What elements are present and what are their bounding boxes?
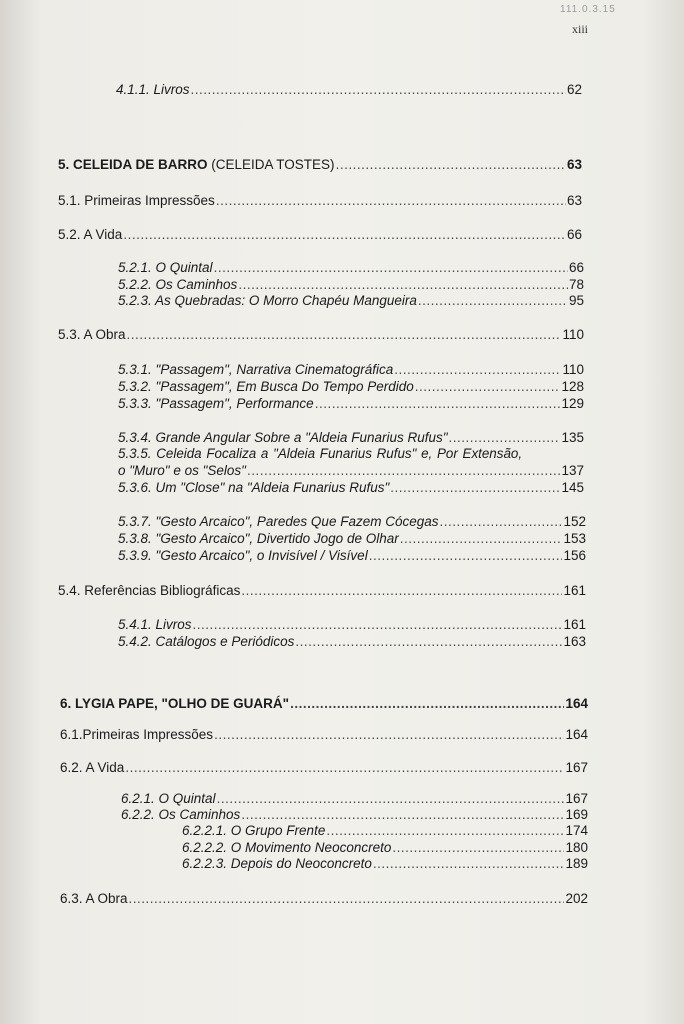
toc-entry-5-2-1: 5.2.1. O Quintal ..... 66 <box>118 260 584 276</box>
toc-entry-6-2: 6.2. A Vida ..... 167 <box>60 760 588 776</box>
toc-entry-5-3-4: 5.3.4. Grande Angular Sobre a "Aldeia Funarius Rufus" ..... 135 <box>118 430 584 446</box>
toc-entry-5-4-1: 5.4.1. Livros ..... 161 <box>118 617 586 633</box>
toc-entry-6: 6. LYGIA PAPE, "OLHO DE GUARÁ" ..... 164 <box>60 696 588 712</box>
toc-entry-4-1-1: 4.1.1. Livros ..... 62 <box>116 82 582 98</box>
chapter-title-rest: (CELEIDA TOSTES) <box>207 157 335 172</box>
toc-entry-5-3-7: 5.3.7. "Gesto Arcaico", Paredes Que Fazem Cócegas ..... 152 <box>118 514 586 530</box>
pencil-note: 111.0.3.15 <box>560 4 616 15</box>
toc-entry-5-2: 5.2. A Vida ..... 66 <box>58 227 582 243</box>
toc-entry-6-2-2-1: 6.2.2.1. O Grupo Frente ..... 174 <box>182 823 588 839</box>
toc-entry-5-2-2: 5.2.2. Os Caminhos ..... 78 <box>118 277 584 293</box>
toc-entry-6-2-1: 6.2.1. O Quintal ..... 167 <box>121 791 588 807</box>
toc-entry-5-3-5: o "Muro" e os "Selos" ..... 137 <box>118 463 584 479</box>
toc-entry-5-3-9: 5.3.9. "Gesto Arcaico", o Invisível / Visível ..... 156 <box>118 548 586 564</box>
toc-entry-6-2-2-2: 6.2.2.2. O Movimento Neoconcreto ..... 180 <box>182 840 588 856</box>
toc-entry-5-3-5-line1: 5.3.5. Celeida Focaliza a "Aldeia Funarius Rufus" e, Por Extensão, <box>118 446 523 461</box>
toc-entry-6-2-2-3: 6.2.2.3. Depois do Neoconcreto ..... 189 <box>182 856 588 872</box>
toc-entry-5-1: 5.1. Primeiras Impressões ..... 63 <box>58 193 582 209</box>
toc-entry-5-3-3: 5.3.3. "Passagem", Performance ..... 129 <box>118 396 584 412</box>
toc-entry-5-3-1: 5.3.1. "Passagem", Narrativa Cinematográfica ..... 110 <box>118 362 584 378</box>
page-number: xiii <box>572 22 589 36</box>
toc-entry-6-1: 6.1.Primeiras Impressões ..... 164 <box>60 727 588 743</box>
toc-entry-6-2-2: 6.2.2. Os Caminhos ..... 169 <box>121 807 588 823</box>
toc-entry-5: 5. CELEIDA DE BARRO (CELEIDA TOSTES) ..... 63 <box>58 157 582 173</box>
toc-entry-5-2-3: 5.2.3. As Quebradas: O Morro Chapéu Mangueira ..... 95 <box>118 293 584 309</box>
toc-entry-6-3: 6.3. A Obra ..... 202 <box>60 891 588 907</box>
toc-entry-5-4: 5.4. Referências Bibliográficas ..... 161 <box>58 583 586 599</box>
chapter-title-bold: 5. CELEIDA DE BARRO <box>58 157 208 172</box>
toc-entry-5-3-2: 5.3.2. "Passagem", Em Busca Do Tempo Perdido ..... 128 <box>118 379 584 395</box>
toc-entry-5-3-6: 5.3.6. Um "Close" na "Aldeia Funarius Rufus" ..... 145 <box>118 480 584 496</box>
toc-entry-5-4-2: 5.4.2. Catálogos e Periódicos ..... 163 <box>118 634 586 650</box>
toc-entry-5-3: 5.3. A Obra ..... 110 <box>58 327 584 343</box>
toc-entry-5-3-8: 5.3.8. "Gesto Arcaico", Divertido Jogo de Olhar ..... 153 <box>118 531 586 547</box>
